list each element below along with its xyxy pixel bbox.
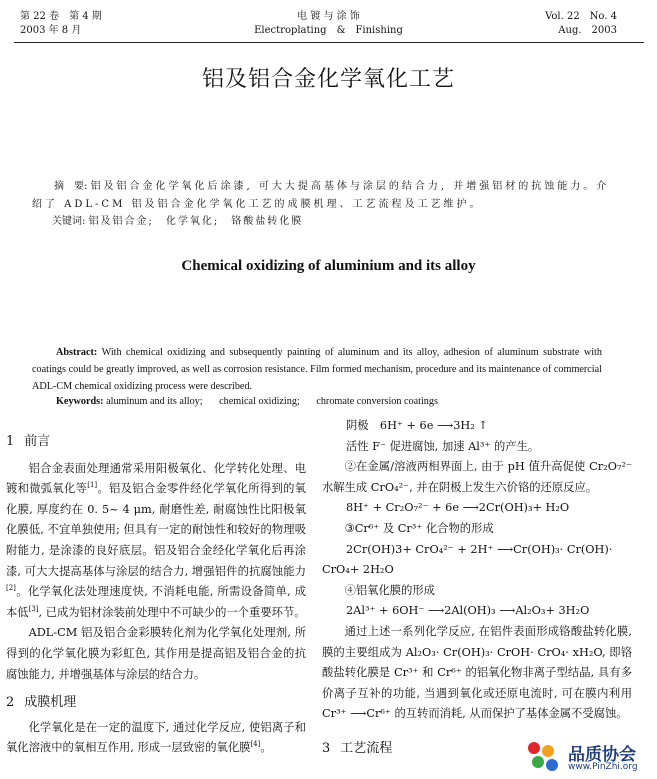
paragraph-summary: 通过上述一系列化学反应, 在铝件表面形成铬酸盐转化膜, 膜的主要组成为 Al₂O₃· Cr(OH)₃· CrOH· CrO₄· xH₂O, 即铬酸盐转化膜是 Cr³⁺ 和 Cr⁶⁺ 的铝氧化物非离子型结晶, 具有多价离子互补的功能, 当遇到氧化或还原电流时, 可在膜内利用 Cr³⁺ ⟶Cr⁶⁺ 的互转而消耗, 从而保护了基体金属不受腐蚀。 — [322, 624, 632, 721]
watermark-url: www.PinZhi.org — [568, 762, 638, 772]
keywords-en-label: Keywords: — [56, 396, 104, 407]
abstract-cn-label: 摘 要: — [54, 181, 88, 192]
left-column — [6, 428, 306, 759]
section-1-heading: 1 前言 — [6, 434, 51, 449]
equation-3: 2Al³⁺ + 6OH⁻ ⟶2Al(OH)₃ ⟶Al₂O₃+ 3H₂O — [346, 604, 590, 618]
journal-name: 电 镀 与 涂 饰 Electroplating & Finishing — [254, 11, 403, 36]
equation-1: 8H⁺ + Cr₂O₇²⁻ + 6e ⟶2Cr(OH)₃+ H₂O — [346, 501, 570, 515]
journal-header — [0, 6, 657, 46]
section-3-heading: 3 工艺流程 — [322, 740, 393, 756]
header-divider — [14, 42, 644, 43]
keywords-en: Keywords: aluminum and its alloy; chemical oxidizing; chromate conversion coatings — [56, 396, 438, 407]
paragraph-1: 铝合金表面处理通常采用阳极氧化、化学转化处理、电镀和微弧氧化等[1]。铝及铝合金零件经化学氧化所得到的氧化膜, 厚度约在 0. 5~ 4 μm, 耐磨性差, 耐腐蚀性比阳极氧化膜低, 不宜单独使用; 但具有一定的耐蚀性和较好的物理吸附能力, 是涂漆的良好底层。铝及铝合金经化学氧化后再涂漆, 可大大提高基体与涂层的结合力, 增强铝件的抗腐蚀能力[2]。化学氧化法处理速度快, 不消耗电能, 所需设备简单, 成本低[3], 已成为铝材涂装前处理中不可缺少的一个重要环节。 — [6, 461, 306, 619]
abstract-en-text: With chemical oxidizing and subsequently painting of aluminum and its alloy, adhesion of aluminum substrate with coatings could be greatly improved, as well as corrosion resistance. Film formed mechanism, procedure and its maintenance of commercial ADL-CM chemical oxidizing process were described. — [32, 347, 602, 392]
right-column — [322, 416, 632, 762]
keywords-cn — [52, 214, 303, 230]
equation-2b: CrO₄+ 2H₂O — [322, 563, 394, 577]
paragraph-3: 化学氧化是在一定的温度下, 通过化学反应, 使铝离子和氧化溶液中的氧相互作用, 形成一层致密的氧化膜[4]。 — [6, 720, 306, 755]
abstract-cn — [32, 178, 612, 214]
volume-info: Vol. 22 No. 4 Aug. 2003 — [545, 11, 617, 36]
abstract-en-label: Abstract: — [56, 347, 98, 358]
step-3-text: ③Cr⁶⁺ 及 Cr³⁺ 化合物的形成 — [344, 521, 494, 535]
fluoride-note: 活性 F⁻ 促进腐蚀, 加速 Al³⁺ 的产生。 — [346, 439, 540, 453]
equation-2a: 2Cr(OH)3+ CrO₄²⁻ + 2H⁺ ⟶Cr(OH)₃· Cr(OH)· — [346, 542, 613, 556]
cathode-reaction: 阴极 6H⁺ + 6e ⟶3H₂ ↑ — [346, 419, 488, 432]
paper-title-en: Chemical oxidizing of aluminium and its alloy — [181, 258, 476, 274]
paper-title-cn: 铝及铝合金化学氧化工艺 — [201, 67, 455, 92]
keywords-cn-text: 铝及铝合金; 化学氧化; 铬酸盐转化膜 — [88, 216, 304, 227]
watermark-text: 品质协会 — [568, 745, 636, 765]
issue-info: 第 22 卷 第 4 期 2003 年 8 月 — [20, 11, 102, 36]
abstract-cn-text: 铝及铝合金化学氧化后涂漆, 可大大提高基体与涂层的结合力, 并增强铝材的抗蚀能力。介绍了 ADL-CM 铝及铝合金化学氧化工艺的成膜机理、工艺流程及工艺维护。 — [32, 181, 610, 210]
step-2-text: ②在金属/溶液两相界面上, 由于 pH 值升高促使 Cr₂O₇²⁻ 水解生成 CrO₄²⁻, 并在阴极上发生六价铬的还原反应。 — [322, 460, 632, 494]
section-2-heading: 2 成膜机理 — [6, 695, 77, 711]
abstract-en — [32, 344, 602, 395]
keywords-cn-label: 关键词: — [52, 216, 86, 227]
step-4-text: ④铝氧化膜的形成 — [344, 583, 435, 597]
paragraph-2: ADL-CM 铝及铝合金彩膜转化剂为化学氧化处理剂, 所得到的化学氧化膜为彩虹色, 其作用是提高铝及铝合金的抗腐蚀能力, 并增强基体与涂层的结合力。 — [6, 626, 306, 681]
